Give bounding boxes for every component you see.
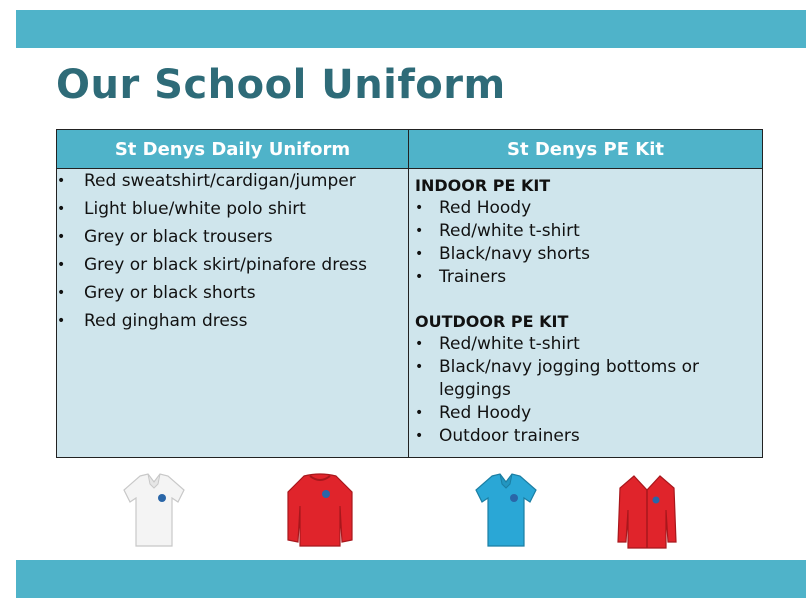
- bullet-icon: •: [415, 336, 424, 352]
- bullet-icon: •: [415, 246, 424, 262]
- list-item-text: Outdoor trainers: [439, 426, 580, 446]
- indoor-pe-heading: INDOOR PE KIT: [415, 176, 551, 195]
- list-item: [415, 243, 762, 266]
- sweatshirt-body: [288, 474, 352, 546]
- daily-uniform-cell: [57, 169, 409, 458]
- bullet-icon: •: [415, 200, 424, 216]
- bullet-icon: •: [57, 285, 66, 301]
- list-item: [57, 309, 408, 337]
- list-item-text: Red sweatshirt/cardigan/jumper: [84, 171, 356, 191]
- bullet-icon: •: [415, 405, 424, 421]
- red-cardigan-image: [614, 470, 680, 552]
- outdoor-pe-heading: OUTDOOR PE KIT: [415, 312, 569, 331]
- list-item: [57, 225, 408, 253]
- white-polo-shirt-image: [118, 470, 190, 550]
- bullet-icon: •: [57, 257, 66, 273]
- uniform-table: [56, 129, 763, 458]
- section-spacer: [415, 289, 762, 311]
- top-banner: [16, 10, 806, 48]
- blue-polo-shirt-image: [470, 470, 542, 550]
- bullet-icon: •: [57, 201, 66, 217]
- list-item: [415, 333, 762, 356]
- list-item-text: Red/white t-shirt: [439, 334, 580, 354]
- bullet-icon: •: [57, 173, 66, 189]
- list-item: [415, 356, 762, 402]
- pe-kit-cell: [409, 169, 763, 458]
- bullet-icon: •: [415, 359, 424, 375]
- list-item-text: Red/white t-shirt: [439, 221, 580, 241]
- list-item-text: Black/navy shorts: [439, 244, 590, 264]
- red-sweatshirt-image: [282, 470, 358, 550]
- school-logo-icon: [653, 497, 660, 504]
- school-logo-icon: [510, 494, 518, 502]
- list-item-text: Grey or black skirt/pinafore dress: [84, 255, 367, 275]
- list-item: [57, 169, 408, 197]
- daily-uniform-list: [57, 169, 408, 337]
- school-logo-icon: [158, 494, 166, 502]
- school-logo-icon: [322, 490, 330, 498]
- bullet-icon: •: [415, 269, 424, 285]
- list-item-text: Red gingham dress: [84, 311, 248, 331]
- list-item-text: Light blue/white polo shirt: [84, 199, 306, 219]
- list-item-text: Black/navy jogging bottoms or leggings: [439, 357, 699, 400]
- bullet-icon: •: [57, 229, 66, 245]
- list-item: [415, 266, 762, 289]
- list-item: [415, 197, 762, 220]
- list-item-text: Red Hoody: [439, 403, 532, 423]
- indoor-pe-list: [415, 197, 762, 289]
- list-item: [57, 197, 408, 225]
- list-item-text: Trainers: [439, 267, 507, 287]
- bullet-icon: •: [57, 313, 66, 329]
- list-item: [415, 425, 762, 448]
- list-item-text: Red Hoody: [439, 198, 532, 218]
- bullet-icon: •: [415, 223, 424, 239]
- list-item: [57, 253, 408, 281]
- page-title: Our School Uniform: [56, 62, 506, 108]
- header-pe-kit: St Denys PE Kit: [409, 130, 763, 169]
- list-item: [57, 281, 408, 309]
- bullet-icon: •: [415, 428, 424, 444]
- outdoor-pe-list: [415, 333, 762, 448]
- bottom-banner: [16, 560, 806, 598]
- list-item: [415, 402, 762, 425]
- list-item-text: Grey or black shorts: [84, 283, 256, 303]
- header-daily-uniform: St Denys Daily Uniform: [57, 130, 409, 169]
- list-item-text: Grey or black trousers: [84, 227, 273, 247]
- list-item: [415, 220, 762, 243]
